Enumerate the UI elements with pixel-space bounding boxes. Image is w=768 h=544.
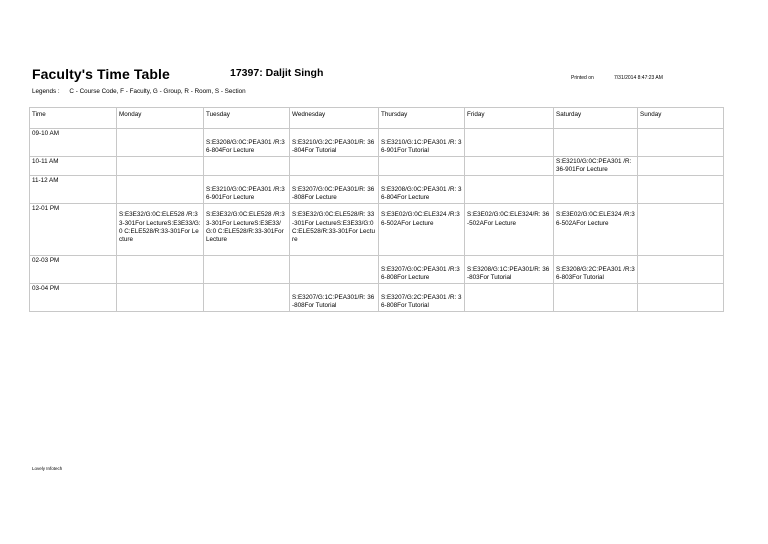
class-cell	[117, 256, 204, 284]
class-cell	[465, 129, 554, 157]
time-slot-cell: 02-03 PM	[30, 256, 117, 284]
printed-on-value: 7/31/2014 8:47:23 AM	[614, 75, 663, 81]
class-entry: S:E3208/G:1C:PEA301/R: 36-803For Tutorial	[467, 266, 550, 282]
class-cell	[379, 157, 465, 176]
class-cell	[638, 284, 724, 312]
class-cell	[117, 204, 204, 256]
class-cell	[117, 129, 204, 157]
class-entry: S:E3210/G:2C:PEA301/R: 36-804For Tutorial	[292, 138, 375, 154]
class-cell	[465, 204, 554, 256]
faculty-id-name: 17397: Daljit Singh	[230, 67, 324, 79]
class-entry: S:E3E02/G:0C:ELE324 /R:36-502AFor Lecture	[556, 211, 635, 227]
class-cell	[638, 204, 724, 256]
class-cell	[290, 204, 379, 256]
class-cell	[379, 129, 465, 157]
class-entry: S:E3207/G:0C:PEA301/R: 36-808For Lecture	[292, 186, 375, 202]
class-cell	[379, 204, 465, 256]
class-entry: S:E3208/G:0C:PEA301 /R:36-804For Lecture	[206, 138, 285, 154]
printed-on-label: Printed on	[571, 75, 594, 81]
page-title: Faculty's Time Table	[32, 66, 170, 82]
class-cell	[379, 176, 465, 204]
class-cell	[204, 157, 290, 176]
class-cell	[204, 256, 290, 284]
class-entry: S:E3207/G:1C:PEA301/R: 36-808For Tutorial	[292, 294, 375, 310]
header-row	[30, 108, 724, 129]
class-cell	[465, 284, 554, 312]
class-entry: S:E3207/G:2C:PEA301 /R: 36-808For Tutorial	[381, 294, 462, 310]
legend-label: Legends :	[32, 88, 60, 95]
column-header: Friday	[465, 108, 554, 129]
column-header: Thursday	[379, 108, 465, 129]
class-cell	[379, 256, 465, 284]
column-header: Sunday	[638, 108, 724, 129]
table-row	[30, 284, 724, 312]
timetable	[29, 107, 724, 312]
table-row	[30, 256, 724, 284]
class-entry: S:E3210/G:0C:PEA301 /R:36-901For Lecture	[206, 186, 285, 202]
class-cell	[117, 157, 204, 176]
class-cell	[117, 176, 204, 204]
table-row	[30, 129, 724, 157]
class-cell	[465, 256, 554, 284]
table-row	[30, 157, 724, 176]
time-slot-cell: 10-11 AM	[30, 157, 117, 176]
class-cell	[204, 204, 290, 256]
class-entry: S:E3E32/G:0C:ELE528 /R:33-301For LectureS:E3E33/G:0 C:ELE528/R:33-301For Lecture	[206, 211, 285, 244]
legend-text: C - Course Code, F - Faculty, G - Group, R - Room, S - Section	[69, 88, 246, 95]
class-cell	[290, 176, 379, 204]
class-cell	[554, 176, 638, 204]
class-cell	[638, 176, 724, 204]
class-cell	[290, 256, 379, 284]
class-entry: S:E3208/G:0C:PEA301 /R: 36-804For Lecture	[381, 186, 462, 202]
class-cell	[117, 284, 204, 312]
time-slot-cell: 09-10 AM	[30, 129, 117, 157]
class-entry: S:E3210/G:0C:PEA301 /R: 36-901For Lecture	[556, 158, 632, 174]
class-cell	[554, 204, 638, 256]
class-entry: S:E3207/G:0C:PEA301 /R:36-808For Lecture	[381, 266, 460, 282]
legend	[32, 88, 246, 95]
time-slot-cell: 12-01 PM	[30, 204, 117, 256]
class-entry: S:E3E02/G:0C:ELE324/R: 36-502AFor Lecture	[467, 211, 550, 227]
column-header: Time	[30, 108, 117, 129]
class-cell	[554, 256, 638, 284]
class-cell	[638, 256, 724, 284]
footer-text: Lovely Infotech	[32, 466, 63, 471]
time-slot-cell: 03-04 PM	[30, 284, 117, 312]
column-header: Tuesday	[204, 108, 290, 129]
table-row	[30, 204, 724, 256]
class-cell	[204, 129, 290, 157]
class-cell	[204, 176, 290, 204]
time-slot-cell: 11-12 AM	[30, 176, 117, 204]
class-cell	[204, 284, 290, 312]
class-entry: S:E3208/G:2C:PEA301 /R:36-803For Tutorial	[556, 266, 635, 282]
class-cell	[290, 129, 379, 157]
column-header: Wednesday	[290, 108, 379, 129]
column-header: Monday	[117, 108, 204, 129]
class-cell	[290, 157, 379, 176]
class-cell	[554, 157, 638, 176]
class-entry: S:E3E32/G:0C:ELE528/R: 33-301For LectureS:E3E33/G:0 C:ELE528/R:33-301For Lecture	[292, 211, 375, 244]
column-header: Saturday	[554, 108, 638, 129]
class-cell	[638, 129, 724, 157]
class-entry: S:E3210/G:1C:PEA301 /R: 36-901For Tutorial	[381, 138, 462, 154]
class-entry: S:E3E32/G:0C:ELE528 /R:33-301For LectureS:E3E33/G:0 C:ELE528/R:33-301For Lecture	[119, 211, 201, 244]
class-cell	[290, 284, 379, 312]
class-cell	[638, 157, 724, 176]
class-cell	[465, 157, 554, 176]
class-cell	[554, 284, 638, 312]
class-cell	[554, 129, 638, 157]
timetable-body	[30, 129, 724, 312]
class-cell	[379, 284, 465, 312]
class-entry: S:E3E02/G:0C:ELE324 /R:36-502AFor Lecture	[381, 211, 460, 227]
table-row	[30, 176, 724, 204]
class-cell	[465, 176, 554, 204]
